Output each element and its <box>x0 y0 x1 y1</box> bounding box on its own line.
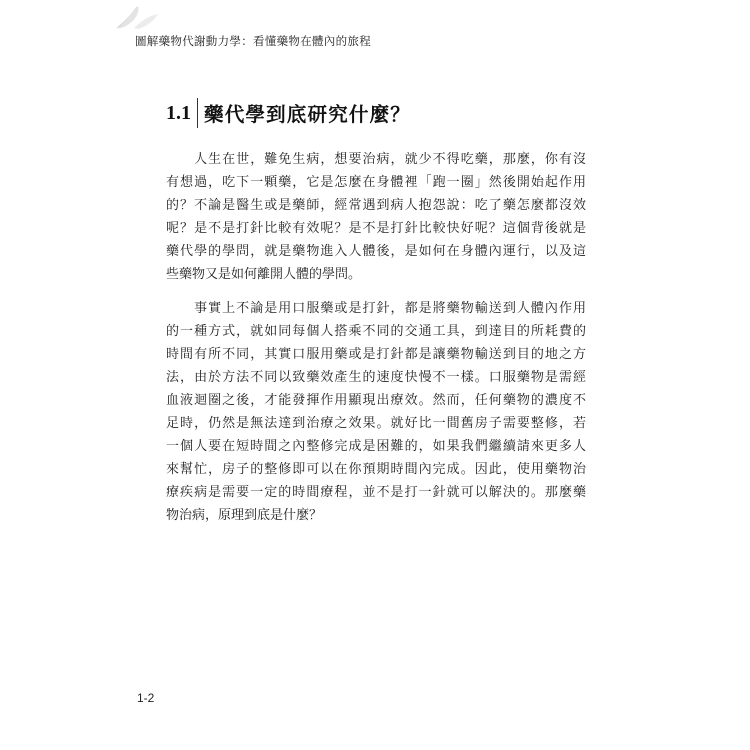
section-heading <box>166 98 411 128</box>
section-divider <box>197 98 198 128</box>
section-title: 藥代學到底研究什麼？ <box>204 103 412 126</box>
paragraph-line: 來幫忙，房子的整修即可以在你預期時間內完成。因此，使用藥物治 <box>166 462 586 477</box>
paragraph-1 <box>166 148 586 286</box>
paragraph-line: 的一種方式，就如同每個人搭乘不同的交通工具，到達目的所耗費的 <box>166 324 586 339</box>
paragraph-line: 療疾病是需要一定的時間療程，並不是打一針就可以解決的。那麼藥 <box>166 485 586 500</box>
paragraph-line: 呢？是不是打針比較有效呢？是不是打針比較快好呢？這個背後就是 <box>166 221 586 236</box>
paragraph-line: 些藥物又是如何離開人體的學問。 <box>166 267 362 282</box>
paragraph-line: 物治病，原理到底是什麼？ <box>166 508 323 523</box>
paragraph-line: 血液迴圈之後，才能發揮作用顯現出療效。然而，任何藥物的濃度不 <box>166 393 586 408</box>
paragraph-line: 時間有所不同，其實口服用藥或是打針都是讓藥物輸送到目的地之方 <box>166 347 586 362</box>
paragraph-line: 藥代學的學問，就是藥物進入人體後，是如何在身體內運行，以及這 <box>166 244 586 259</box>
leaf-ornament-icon <box>112 2 162 30</box>
paragraph-line: 人生在世，難免生病，想要治病，就少不得吃藥，那麼，你有沒 <box>166 152 586 167</box>
paragraph-line: 事實上不論是用口服藥或是打針，都是將藥物輸送到人體內作用 <box>166 301 586 316</box>
paragraph-line: 足時，仍然是無法達到治療之效果。就好比一間舊房子需要整修，若 <box>166 416 586 431</box>
paragraph-line: 法，由於方法不同以致藥效產生的速度快慢不一樣。口服藥物是需經 <box>166 370 586 385</box>
paragraph-2 <box>166 297 586 527</box>
paragraph-line: 有想過，吃下一顆藥，它是怎麼在身體裡「跑一圈」然後開始起作用 <box>166 175 586 190</box>
paragraph-line: 一個人要在短時間之內整修完成是困難的，如果我們繼續請來更多人 <box>166 439 586 454</box>
paragraph-line: 的？不論是醫生或是藥師，經常遇到病人抱怨說：吃了藥怎麼都沒效 <box>166 198 586 213</box>
page-number: 1-2 <box>137 691 155 705</box>
section-number: 1.1 <box>166 101 191 124</box>
running-header-title: 圖解藥物代謝動力學：看懂藥物在體內的旅程 <box>135 34 371 48</box>
